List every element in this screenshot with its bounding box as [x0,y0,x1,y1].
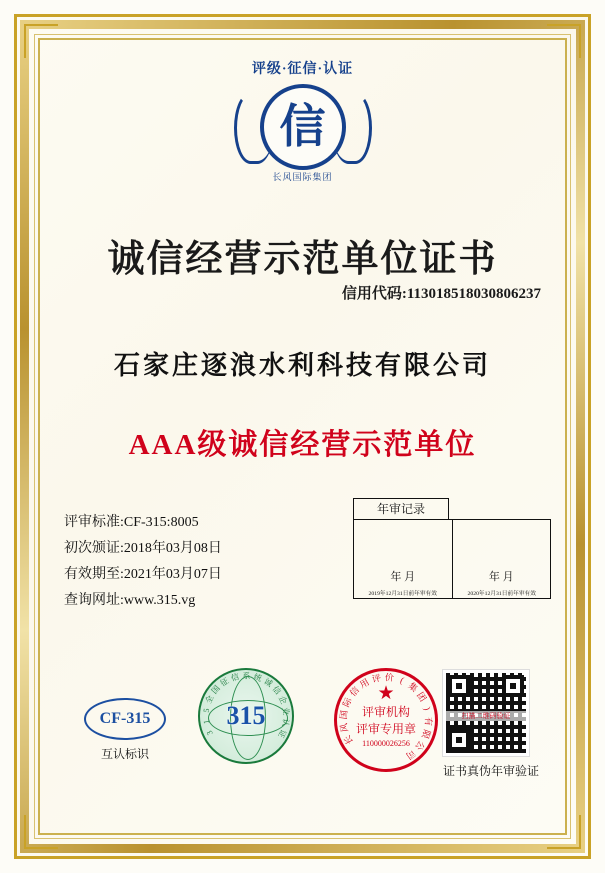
emblem-seal-character: 信 [279,101,326,152]
red-official-seal [334,668,438,772]
qr-finder-icon [502,675,524,697]
detail-valid-until: 有效期至:2021年03月07日 [64,567,222,582]
detail-issue-date: 初次颁证:2018年03月08日 [64,541,222,556]
ring-character: 评 [370,672,382,685]
award-level-text: AAA级诚信经营示范单位 [128,429,477,461]
ring-character: 限 [419,728,433,741]
red-seal-code: 110000026256 [362,739,410,748]
ring-character: ( [398,674,406,686]
credit-code-value: 113018518030806237 [406,286,541,302]
detail-standard: 评审标准:CF-315:8005 [64,515,199,530]
qr-finder-icon [448,675,470,697]
ring-character: 用 [358,676,371,690]
credit-emblem-icon [218,58,388,203]
qr-overlay-text: 扫描二维码验证 [446,711,526,721]
ring-character: 业 [280,706,291,716]
ring-character: 集 [406,680,420,694]
ring-character: 信 [229,672,241,683]
red-seal-ring-text [337,671,435,769]
red-seal-icon [334,668,438,772]
ring-character: 3 [204,729,215,737]
red-seal-line2: 评审专用章 [355,722,416,736]
ring-character: 国 [209,683,222,696]
annual-review-note: 2019年12月31日前年审有效 [368,591,437,597]
annual-review-cell [354,520,452,598]
globe-icon [198,668,294,764]
globe-number: 315 [226,701,266,730]
ring-character: 1 [201,719,212,725]
ring-character: 统 [252,672,263,684]
ring-character: 价 [384,672,395,683]
ring-character: 诚 [262,676,274,689]
company-name: 石家庄逐浪水利科技有限公司 [113,351,491,380]
ring-character: 企 [276,694,289,706]
cf315-mark-text: CF-315 [99,710,151,727]
red-seal-line1: 评审机构 [361,705,410,719]
qr-caption: 证书真伪年审验证 [442,764,539,778]
ring-character: 公 [413,738,427,753]
badges-row [46,668,559,803]
qr-finder-icon [448,729,470,751]
emblem-arc-text: 评级·征信·认证 [251,62,354,77]
annual-review-cell [452,520,551,598]
ring-character: 证 [276,727,288,740]
star-icon: ★ [377,683,395,704]
ring-character: 风 [338,722,350,734]
ring-character: 国 [338,709,350,720]
certificate-details [64,510,222,614]
ring-character: 司 [404,747,418,762]
qr-verification-badge[interactable] [443,670,539,779]
credit-code-line [40,282,565,303]
cf315-caption: 互认标识 [100,747,149,761]
ring-character: 认 [280,717,291,728]
ring-character: 信 [347,684,362,699]
certificate-content [40,40,565,833]
credit-code-label: 信用代码: [341,286,407,302]
ring-character: ) [422,705,433,712]
ring-character: 有 [423,716,434,727]
emblem-block [40,58,565,203]
annual-review-year-month: 年 月 [488,571,514,583]
cf315-mark-badge [84,698,166,762]
qr-code-icon[interactable] [443,670,529,756]
ring-character: 信 [270,684,283,697]
certificate-title: 诚信经营示范单位证书 [107,239,498,280]
ring-character: 系 [242,671,251,681]
ring-character: 际 [340,696,354,709]
ring-character: 团 [414,690,429,704]
ring-character: 5 [201,707,212,714]
emblem-seal-circle [260,84,346,170]
annual-review-title: 年审记录 [353,498,449,519]
annual-review-year-month: 年 月 [390,571,416,583]
annual-review-table [353,498,551,599]
ring-character: 征 [218,676,231,689]
globe-seal-badge [198,668,294,764]
annual-review-body [353,519,551,599]
ring-character: 全 [203,693,216,705]
annual-review-note: 2020年12月31日前年审有效 [467,591,536,597]
cf315-oval-icon [84,698,166,740]
emblem-group-name: 长风国际集团 [272,172,333,182]
ring-character: 长 [341,733,356,747]
detail-query-url: 查询网址:www.315.vg [64,593,196,608]
